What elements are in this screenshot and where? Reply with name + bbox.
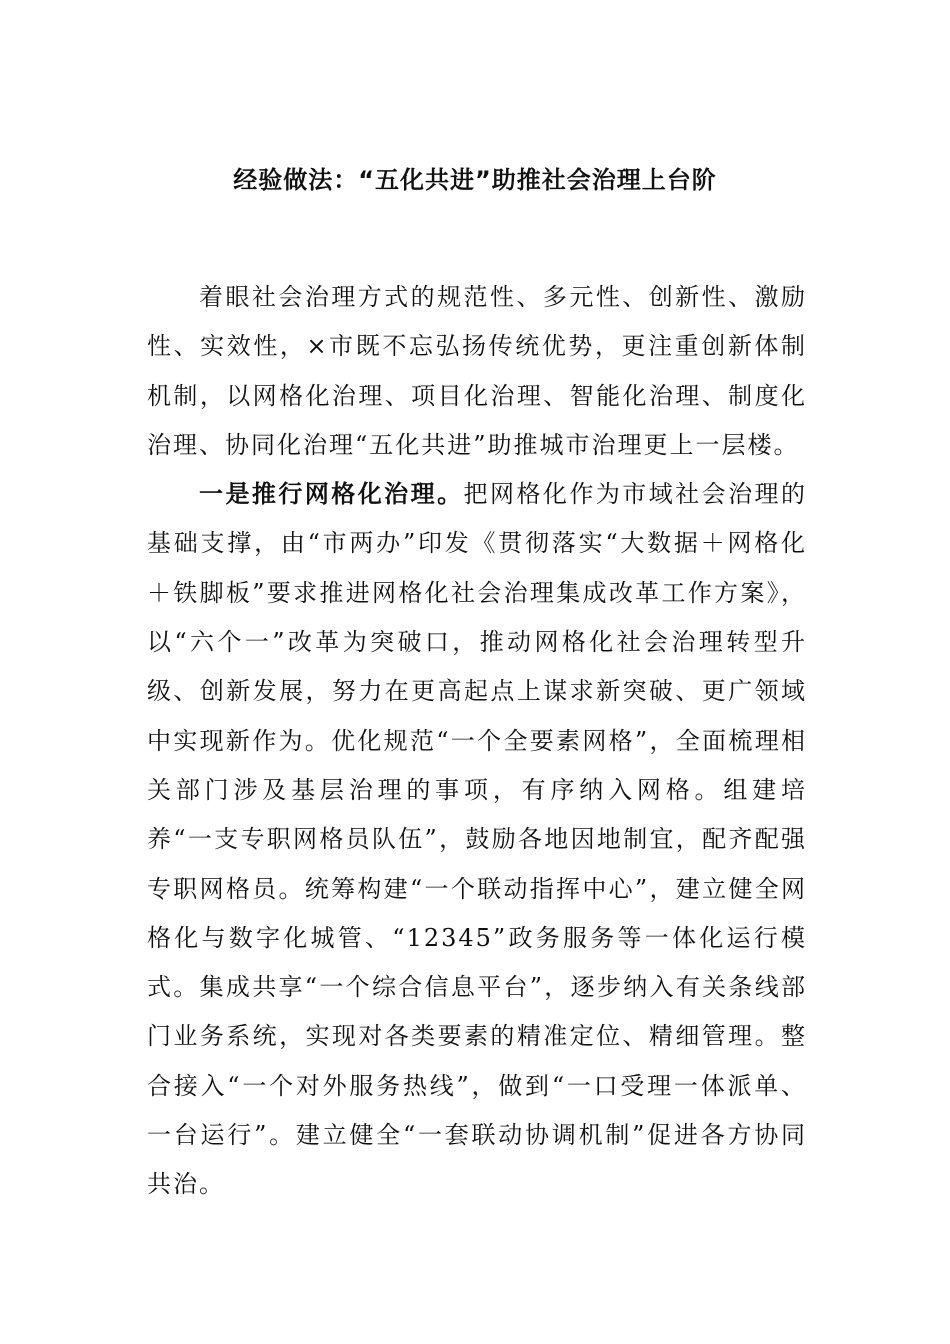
paragraph-text: 着眼社会治理方式的规范性、多元性、创新性、激励性、实效性，×市既不忘弘扬传统优势，更注重创新体制机制，以网格化治理、项目化治理、智能化治理、制度化治理、协同化治理“五化共进”助推城市治理更上一层楼。 bbox=[147, 283, 807, 459]
document-title: 经验做法：“五化共进”助推社会治理上台阶 bbox=[233, 166, 717, 194]
document-body bbox=[147, 273, 807, 1210]
paragraph-lead-heading: 一是推行网格化治理。 bbox=[199, 480, 464, 509]
paragraph-text: 把网格化作为市域社会治理的基础支撑，由“市两办”印发《贯彻落实“大数据＋网格化＋铁脚板”要求推进网格化社会治理集成改革工作方案》，以“六个一”改革为突破口，推动网格化社会治理转型升级、创新发展，努力在更高起点上谋求新突破、更广领域中实现新作为。优化规范“一个全要素网格”，全面梳理相关部门涉及基层治理的事项，有序纳入网格。组建培养“一支专职网格员队伍”，鼓励各地因地制宜，配齐配强专职网格员。统筹构建“一个联动指挥中心”，建立健全网格化与数字化城管、“12345”政务服务等一体化运行模式。集成共享“一个综合信息平台”，逐步纳入有关条线部门业务系统，实现对各类要素的精准定位、精细管理。整合接入“一个对外服务热线”，做到“一口受理一体派单、一台运行”。建立健全“一套联动协调机制”促进各方协同共治。 bbox=[147, 480, 808, 1199]
paragraph-grid-governance bbox=[147, 470, 807, 1209]
paragraph-intro bbox=[147, 273, 807, 470]
